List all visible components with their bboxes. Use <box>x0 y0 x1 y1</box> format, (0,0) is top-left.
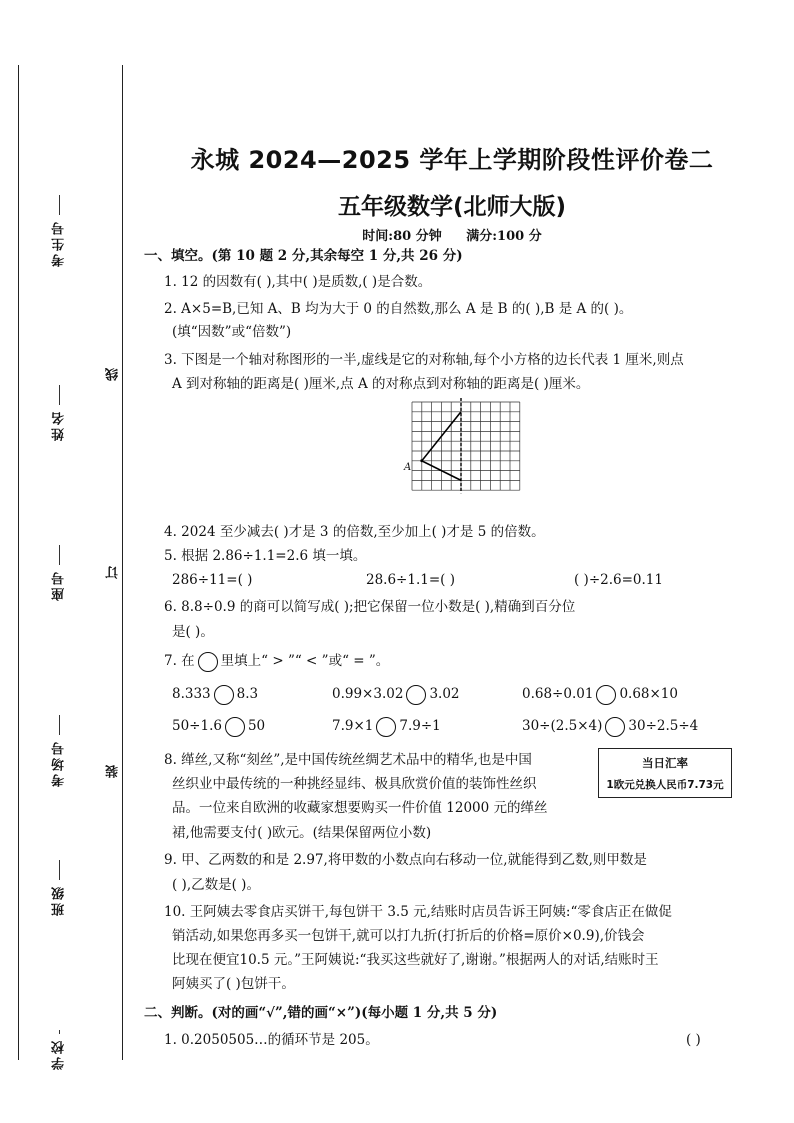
question-9: 9. 甲、乙两数的和是 2.97,将甲数的小数点向右移动一位,就能得到乙数,则甲数是 <box>164 852 647 868</box>
question-8-cont-3: 裙,他需要支付( )欧元。(结果保留两位小数) <box>172 825 432 841</box>
q7-item-2: 0.99×3.02 3.02 <box>332 684 460 705</box>
answer-circle[interactable] <box>214 685 234 705</box>
question-5a: 286÷11=( ) <box>172 572 253 588</box>
q7-item-3: 0.68÷0.01 0.68×10 <box>522 684 678 705</box>
section2-heading: 二、判断。(对的画“√”,错的画“×”)(每小题 1 分,共 5 分) <box>144 1005 498 1021</box>
question-5c: ( )÷2.6=0.11 <box>574 572 663 588</box>
exchange-rate-box <box>598 748 732 798</box>
field-exam-number[interactable]: 考生号 <box>44 195 74 267</box>
point-a-label: A <box>404 462 412 473</box>
q7-item-6: 30÷(2.5×4) 30÷2.5÷4 <box>522 716 698 737</box>
question-2-note: (填“因数”或“倍数”) <box>172 324 292 340</box>
question-8-cont-1: 丝织业中最传统的一种挑经显纬、极具欣赏价值的装饰性丝织 <box>172 776 537 792</box>
field-name[interactable]: 姓名 <box>44 385 74 441</box>
question-4: 4. 2024 至少减去( )才是 3 的倍数,至少加上( )才是 5 的倍数。 <box>164 524 545 540</box>
question-8-cont-2: 品。一位来自欧洲的收藏家想要购买一件价值 12000 元的缂丝 <box>172 800 548 816</box>
answer-circle[interactable] <box>225 717 245 737</box>
question-10-cont-3: 阿姨买了( )包饼干。 <box>172 976 295 992</box>
margin-border-outer <box>18 65 19 1060</box>
compare-circle-icon <box>198 652 218 672</box>
question-8: 8. 缂丝,又称“刻丝”,是中国传统丝绸艺术品中的精华,也是中国 <box>164 752 532 768</box>
question-10: 10. 王阿姨去零食店买饼干,每包饼干 3.5 元,结账时店员告诉王阿姨:“零食店正在做促 <box>164 904 672 920</box>
exchange-rate-title: 当日汇率 <box>642 756 688 770</box>
exam-time: 时间:80 分钟 <box>362 229 442 244</box>
question-3-cont: A 到对称轴的距离是( )厘米,点 A 的对称点到对称轴的距离是( )厘米。 <box>172 376 590 392</box>
margin-border-inner <box>122 65 123 1060</box>
exam-meta <box>146 225 758 244</box>
question-10-cont-2: 比现在便宜10.5 元。”王阿姨说:“我买这些就好了,谢谢。”根据两人的对话,结账时王 <box>172 952 659 968</box>
question-6: 6. 8.8÷0.9 的商可以简写成( );把它保留一位小数是( ),精确到百分位 <box>164 599 576 615</box>
field-class[interactable]: 班级 <box>44 860 74 916</box>
exam-score: 满分:100 分 <box>466 229 542 244</box>
question-5: 5. 根据 2.86÷1.1=2.6 填一填。 <box>164 548 367 564</box>
question-9-cont: ( ),乙数是( )。 <box>172 877 260 893</box>
judge-answer-paren[interactable]: ( ) <box>686 1032 701 1048</box>
answer-circle[interactable] <box>376 717 396 737</box>
section1-heading: 一、填空。(第 10 题 2 分,其余每空 1 分,共 26 分) <box>144 248 463 264</box>
question-1: 1. 12 的因数有( ),其中( )是质数,( )是合数。 <box>164 274 432 290</box>
seal-bind: 订 <box>106 566 121 579</box>
answer-circle[interactable] <box>596 685 616 705</box>
field-school[interactable]: 学校 <box>44 1030 74 1070</box>
point-a <box>420 459 423 462</box>
answer-circle[interactable] <box>406 685 426 705</box>
judge-question-1: 1. 0.2050505…的循环节是 205。 <box>164 1032 379 1048</box>
question-6-cont: 是( )。 <box>172 624 214 640</box>
question-2: 2. A×5=B,已知 A、B 均为大于 0 的自然数,那么 A 是 B 的( ),B 是 A 的( )。 <box>164 301 633 317</box>
seal-install: 装 <box>106 765 121 778</box>
q7-item-1: 8.333 8.3 <box>172 684 258 705</box>
question-5b: 28.6÷1.1=( ) <box>366 572 455 588</box>
field-exam-room[interactable]: 考场号 <box>44 715 74 787</box>
q7-item-4: 50÷1.6 50 <box>172 716 265 737</box>
symmetry-grid-figure <box>408 398 526 498</box>
question-3: 3. 下图是一个轴对称图形的一半,虚线是它的对称轴,每个小方格的边长代表 1 厘米,则点 <box>164 352 684 368</box>
question-7: 7. 在 里填上“ > ”“ < ”或“ = ”。 <box>164 651 389 672</box>
field-seat-number[interactable]: 座号 <box>44 545 74 601</box>
exchange-rate-value: 1欧元兑换人民币7.73元 <box>606 779 724 791</box>
question-10-cont-1: 销活动,如果您再多买一包饼干,就可以打九折(打折后的价格=原价×0.9),价钱会 <box>172 928 645 944</box>
seal-line: 线 <box>106 368 121 381</box>
q7-item-5: 7.9×1 7.9÷1 <box>332 716 441 737</box>
answer-circle[interactable] <box>605 717 625 737</box>
binding-margin <box>0 0 130 1123</box>
exam-title: 永城 2024—2025 学年上学期阶段性评价卷二 <box>190 146 714 174</box>
grid-svg <box>408 398 526 498</box>
exam-subtitle: 五年级数学(北师大版) <box>337 194 567 220</box>
